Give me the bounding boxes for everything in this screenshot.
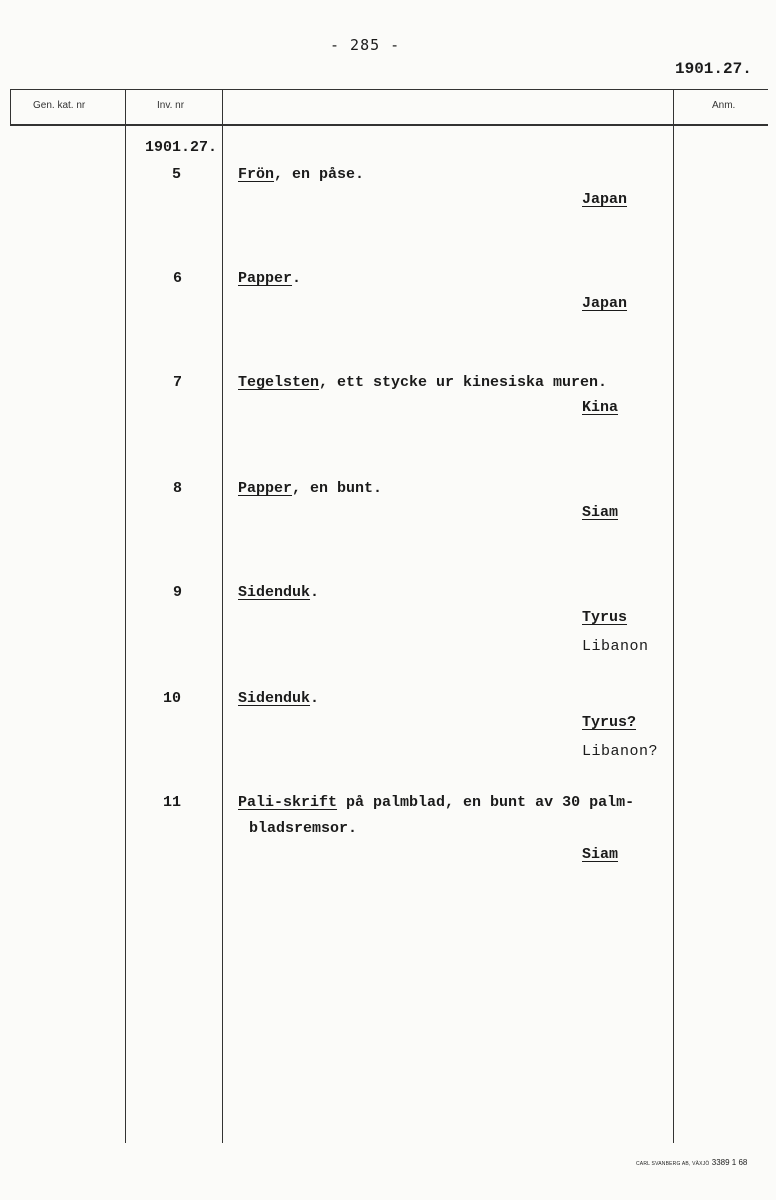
form-code: 3389 1 68 — [711, 1158, 748, 1167]
description-text: på palmblad, en bunt av 30 palm- — [337, 794, 635, 811]
description-text: , en bunt. — [292, 480, 383, 497]
column-divider-desc-anm — [673, 89, 674, 1143]
object-name: Pali-skrift — [238, 794, 338, 811]
origin-place: Siam — [582, 846, 619, 863]
inv-number: 7 — [173, 374, 183, 391]
entry-description — [238, 584, 319, 601]
column-divider-gen-inv — [125, 89, 126, 1143]
description-text: . — [292, 270, 302, 287]
description-continuation: bladsremsor. — [249, 820, 358, 837]
entry-description — [238, 270, 301, 287]
entry-description — [238, 480, 382, 497]
origin-region: Libanon — [582, 638, 649, 655]
description-text: . — [310, 584, 320, 601]
table-left-border — [10, 89, 11, 125]
origin-place: Tyrus — [582, 609, 628, 626]
table-top-rule — [10, 89, 768, 90]
description-text: , ett stycke ur kinesiska muren. — [319, 374, 608, 391]
inv-number: 8 — [173, 480, 183, 497]
object-name: Papper — [238, 480, 293, 497]
catalog-id-heading: 1901.27. — [675, 60, 752, 78]
inv-number: 11 — [163, 794, 182, 811]
object-name: Tegelsten — [238, 374, 320, 391]
object-name: Frön — [238, 166, 275, 183]
column-divider-inv-desc — [222, 89, 223, 1143]
origin-region: Libanon? — [582, 743, 659, 760]
printer-name: CARL SVANBERG AB, VÄXJÖ — [636, 1161, 710, 1167]
header-inv-nr: Inv. nr — [157, 100, 185, 111]
origin-place: Japan — [582, 191, 628, 208]
entry-description — [238, 374, 607, 391]
object-name: Sidenduk — [238, 584, 311, 601]
entry-description — [238, 690, 319, 707]
description-text: . — [310, 690, 320, 707]
entry-description — [238, 794, 634, 811]
origin-place: Japan — [582, 295, 628, 312]
catalog-prefix: 1901.27. — [145, 139, 218, 156]
inv-number: 10 — [163, 690, 182, 707]
object-name: Papper — [238, 270, 293, 287]
inv-number: 5 — [172, 166, 182, 183]
table-header-rule — [10, 124, 768, 126]
object-name: Sidenduk — [238, 690, 311, 707]
header-anm: Anm. — [712, 100, 736, 111]
inv-number: 9 — [173, 584, 183, 601]
inv-number: 6 — [173, 270, 183, 287]
page-number: - 285 - — [330, 36, 401, 54]
header-gen-kat-nr: Gen. kat. nr — [33, 100, 86, 111]
entry-description — [238, 166, 364, 183]
description-text: , en påse. — [274, 166, 365, 183]
origin-place: Tyrus? — [582, 714, 637, 731]
origin-place: Siam — [582, 504, 619, 521]
origin-place: Kina — [582, 399, 619, 416]
printer-imprint — [636, 1158, 747, 1167]
